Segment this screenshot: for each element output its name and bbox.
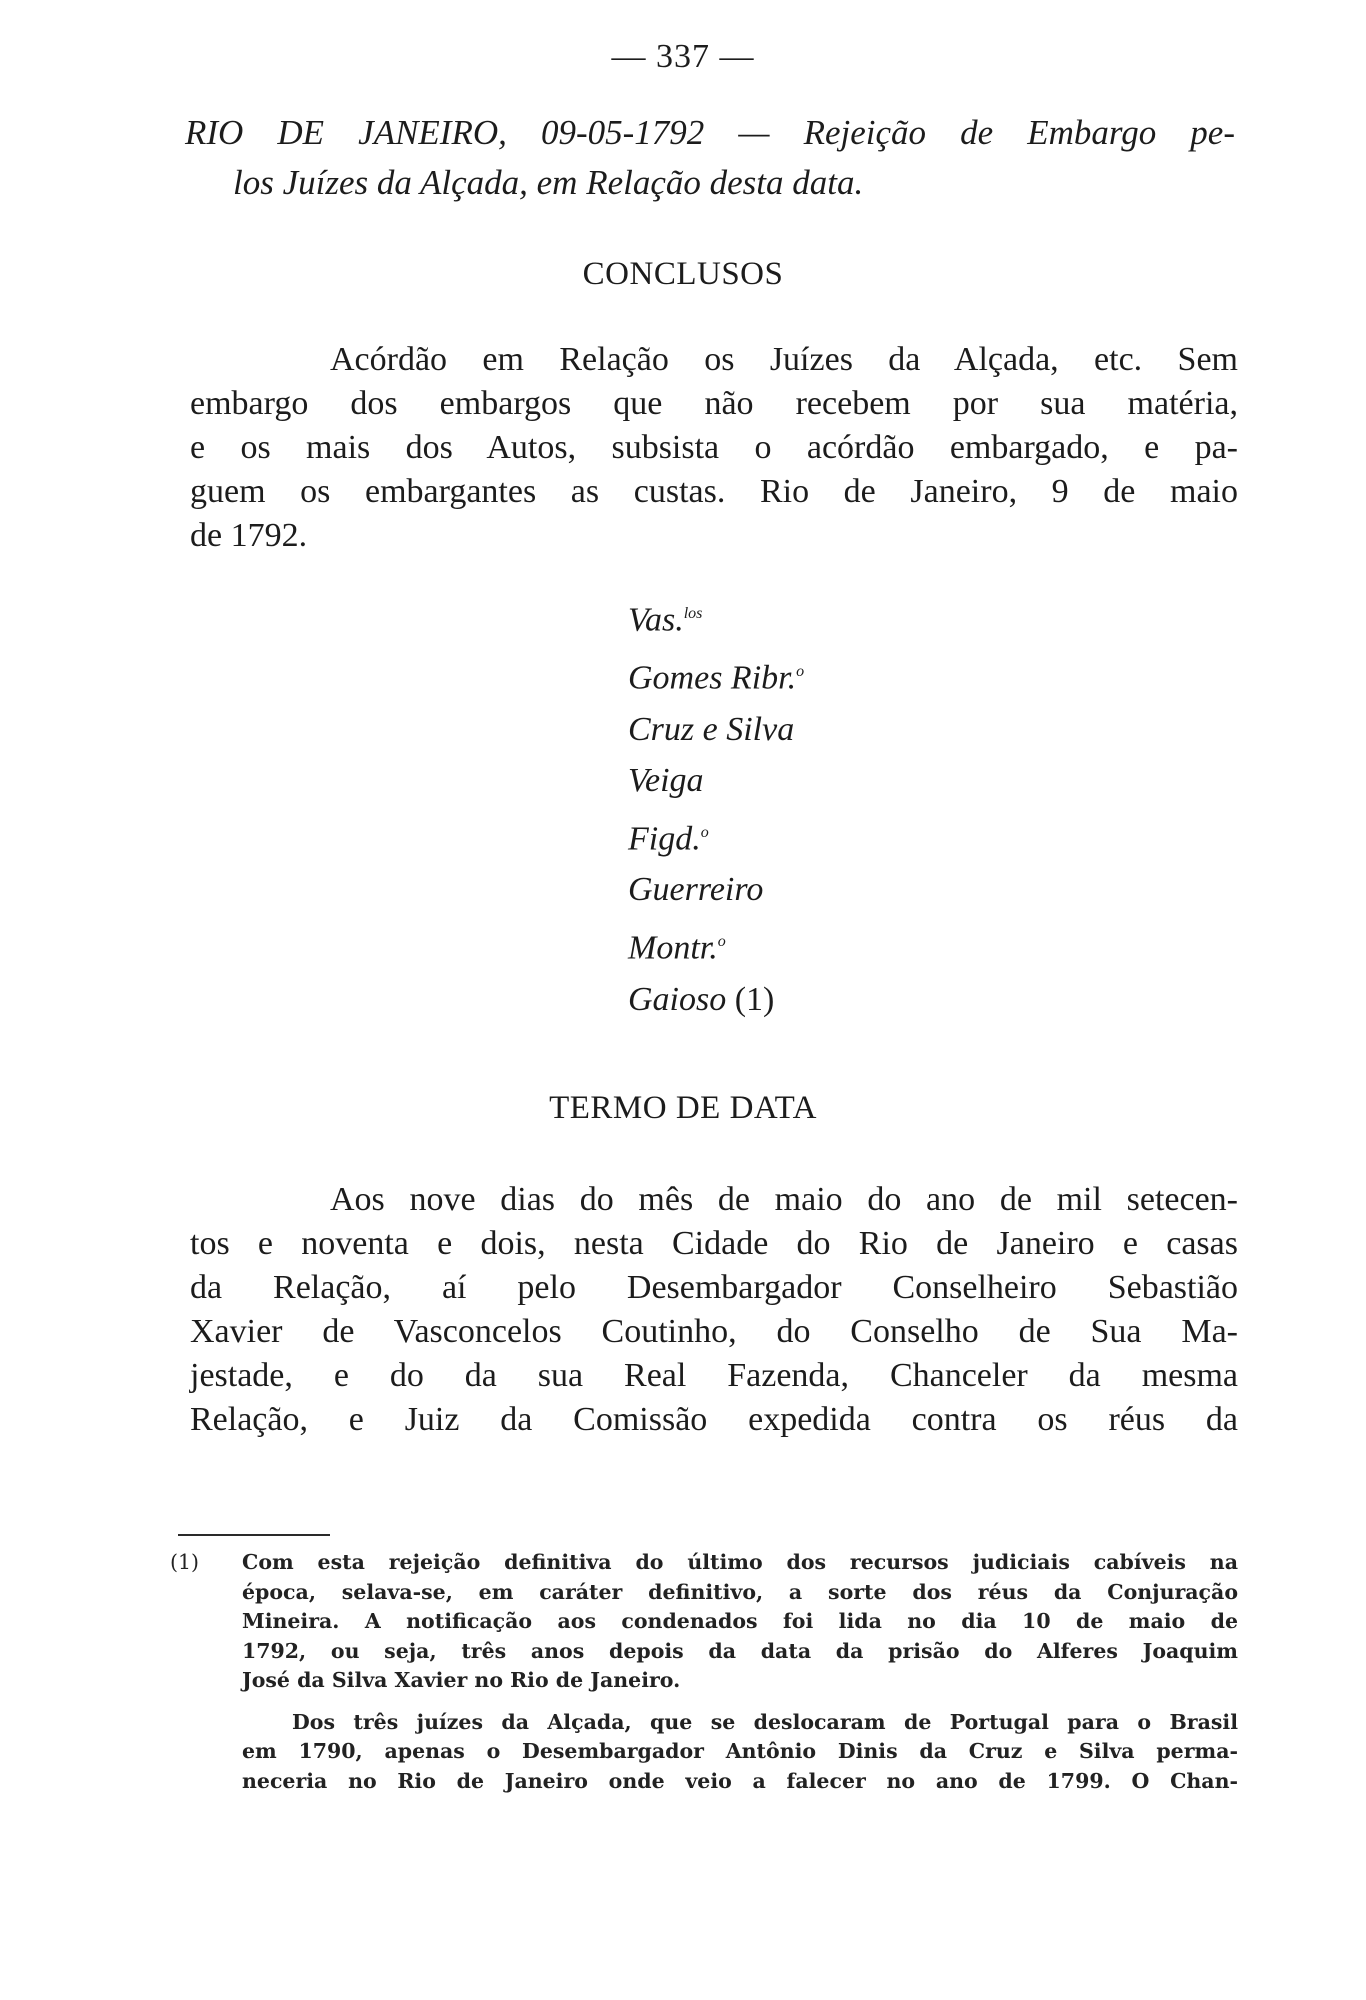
footnote-line: Dos três juízes da Alçada, que se deslocaram de Portugal para o Brasil bbox=[292, 1709, 1238, 1734]
signature-name: Montr. bbox=[628, 929, 718, 967]
paragraph-line: Xavier de Vasconcelos Coutinho, do Conselho de Sua Ma- bbox=[190, 1313, 1238, 1350]
signature-name: Gaioso bbox=[628, 980, 727, 1018]
signature-name: Vas. bbox=[628, 601, 684, 639]
page-number: — 337 — bbox=[611, 38, 755, 75]
signature-superscript: o bbox=[700, 823, 709, 841]
signature-superscript: los bbox=[683, 605, 703, 622]
paragraph-line: Acórdão em Relação os Juízes da Alçada, etc. Sem bbox=[330, 341, 1238, 378]
signature-name: Cruz e Silva bbox=[628, 710, 795, 748]
footnote-line: Mineira. A notificação aos condenados foi lida no dia 10 de maio de bbox=[242, 1609, 1238, 1633]
footnote-line: época, selava-se, em caráter definitivo, a sorte dos réus da Conjuração bbox=[242, 1579, 1238, 1604]
signature-list bbox=[628, 588, 804, 1025]
footnote-marker: (1) bbox=[170, 1550, 200, 1574]
footnote-line: em 1790, apenas o Desembargador Antônio Dinis da Cruz e Silva perma- bbox=[242, 1739, 1238, 1763]
footnote-line: neceria no Rio de Janeiro onde veio a falecer no ano de 1799. O Chan- bbox=[242, 1768, 1238, 1793]
signature-gomes-ribeiro bbox=[628, 646, 804, 704]
signature-name: Guerreiro bbox=[628, 871, 764, 909]
acordao-paragraph bbox=[190, 338, 1238, 558]
footnotes bbox=[170, 1548, 1238, 1796]
paragraph-line: Relação, e Juiz da Comissão expedida contra os réus da bbox=[190, 1401, 1238, 1438]
footnote-paragraph bbox=[170, 1548, 1238, 1696]
signature-name: Veiga bbox=[628, 762, 704, 800]
footnote-line: 1792, ou seja, três anos depois da data da prisão do Alferes Joaquim bbox=[242, 1638, 1238, 1663]
document-heading bbox=[185, 108, 1235, 208]
signature-figueiredo bbox=[628, 807, 804, 865]
paragraph-line: guem os embargantes as custas. Rio de Janeiro, 9 de maio bbox=[190, 473, 1238, 510]
signature-vasconcelos bbox=[628, 588, 804, 646]
footnote-line: Com esta rejeição definitiva do último dos recursos judiciais cabíveis na bbox=[242, 1550, 1238, 1574]
termo-paragraph bbox=[190, 1178, 1238, 1442]
signature-guerreiro bbox=[628, 864, 804, 916]
paragraph-line: embargo dos embargos que não recebem por sua matéria, bbox=[190, 385, 1238, 422]
footnote-divider bbox=[178, 1534, 330, 1536]
signature-name: Figd. bbox=[628, 819, 701, 857]
footnote-reference[interactable]: (1) bbox=[734, 980, 775, 1018]
signature-name: Gomes Ribr. bbox=[628, 659, 797, 697]
heading-line-1: RIO DE JANEIRO, 09-05-1792 — Rejeição de Embargo pe- bbox=[185, 113, 1235, 152]
footnote-1 bbox=[170, 1548, 1238, 1696]
section-title-termo-de-data: TERMO DE DATA bbox=[549, 1090, 817, 1126]
footnote-line: José da Silva Xavier no Rio de Janeiro. bbox=[242, 1668, 681, 1692]
signature-monteiro bbox=[628, 916, 804, 974]
signature-superscript: o bbox=[796, 662, 805, 680]
paragraph-line: e os mais dos Autos, subsista o acórdão embargado, e pa- bbox=[190, 429, 1238, 466]
paragraph-line: da Relação, aí pelo Desembargador Conselheiro Sebastião bbox=[190, 1269, 1238, 1306]
heading-line-2: los Juízes da Alçada, em Relação desta data. bbox=[233, 163, 864, 202]
paragraph-line: jestade, e do da sua Real Fazenda, Chanceler da mesma bbox=[190, 1357, 1238, 1394]
footnote-paragraph-2 bbox=[170, 1708, 1238, 1797]
signature-veiga bbox=[628, 755, 804, 807]
section-title-conclusos: CONCLUSOS bbox=[582, 256, 784, 292]
paragraph-line: tos e noventa e dois, nesta Cidade do Rio de Janeiro e casas bbox=[190, 1225, 1238, 1262]
signature-gaioso bbox=[628, 974, 804, 1026]
paragraph-line: de 1792. bbox=[190, 517, 308, 554]
signature-superscript: o bbox=[717, 932, 726, 950]
paragraph-line: Aos nove dias do mês de maio do ano de mil setecen- bbox=[330, 1181, 1238, 1218]
signature-cruz-e-silva bbox=[628, 704, 804, 756]
